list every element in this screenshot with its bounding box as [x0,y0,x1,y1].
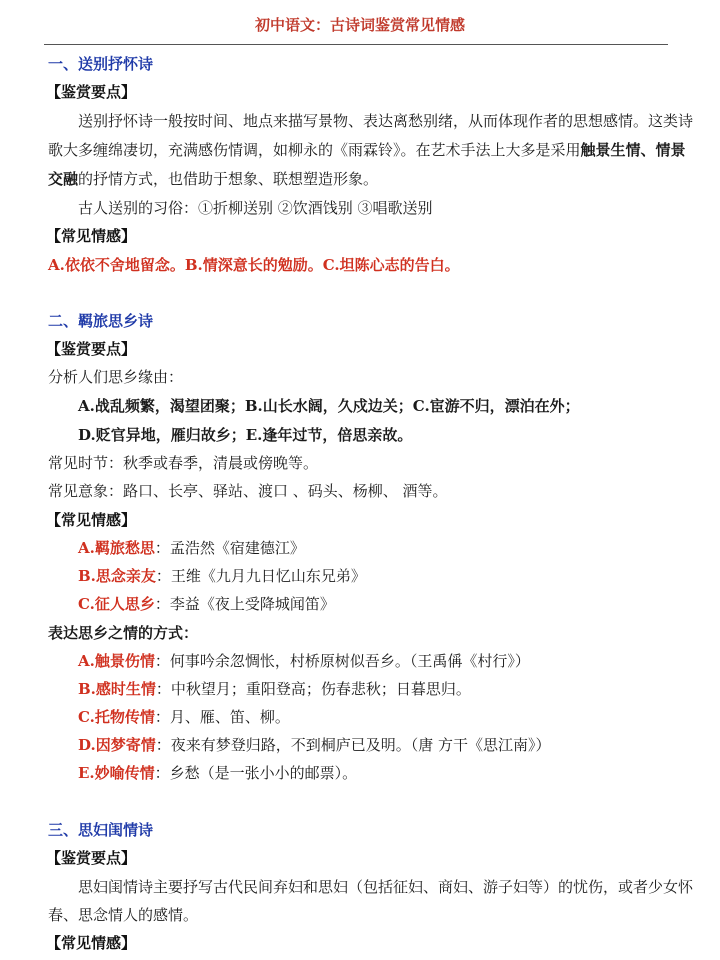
list-item [78,735,551,755]
separator: ： [154,539,170,557]
section-3-title: 三、思妇闺情诗 [48,821,154,839]
separator: ： [154,652,170,670]
list-item [78,594,335,614]
way-example: 月、雁、笛、柳。 [169,708,290,726]
list-item [78,651,530,671]
section-1-paragraph-text-2: 的抒情方式，也借助于想象、联想塑造形象。 [78,170,379,188]
section-3-paragraph-line-1: 思妇闺情诗主要抒写古代民间弃妇和思妇（包括征妇、商妇、游子妇等）的忧伤，或者少女怀 [78,878,694,896]
separator: ： [154,708,170,726]
separator: ： [154,764,170,782]
section-1-paragraph-line-2 [48,140,686,160]
section-1-paragraph-text: 歌大多缠绵凄切，充满感伤情调，如柳永的《雨霖铃》。在艺术手法上大多是采用 [48,141,581,159]
separator: ： [155,680,171,698]
emotion-label: C.征人思乡 [78,595,155,613]
emotion-label: A.羁旅愁思 [78,539,155,557]
section-3-tip-label: 【鉴赏要点】 [46,849,137,867]
section-2-reason-line-1: A.战乱频繁，渴望团聚；B.山长水阔，久戍边关；C.宦游不归，漂泊在外； [78,397,580,415]
section-1-paragraph-line-3 [48,169,378,189]
emotion-label: B.思念亲友 [78,567,156,585]
emotion-example: 李益《夜上受降城闻笛》 [169,595,335,613]
section-2-imagery: 常见意象：路口、长亭、驿站、渡口 、码头、杨柳、 酒等。 [48,482,448,500]
section-1-bold-phrase: 触景生情、情景 [580,141,686,159]
list-item [78,679,471,699]
section-1-tip-label: 【鉴赏要点】 [46,83,137,101]
separator: ： [154,595,170,613]
separator: ： [155,567,171,585]
way-label: C.托物传情 [78,708,155,726]
way-example: 乡愁（是一张小小的邮票）。 [169,764,358,782]
section-1-customs: 古人送别的习俗：①折柳送别 ②饮酒饯别 ③唱歌送别 [78,199,433,217]
way-example: 夜来有梦登归路，不到桐庐已及明。（唐 方干《思江南》） [170,736,551,754]
way-label: D.因梦寄情 [78,736,156,754]
separator: ： [155,736,171,754]
section-2-emotion-label: 【常见情感】 [46,511,137,529]
way-label: B.感时生情 [78,680,156,698]
section-1-title: 一、送别抒怀诗 [48,55,154,73]
list-item [78,566,366,586]
section-1-bold-phrase-2: 交融 [48,170,79,188]
section-3-emotion-label: 【常见情感】 [46,934,137,952]
emotion-example: 孟浩然《宿建德江》 [169,539,305,557]
way-label: E.妙喻传情 [78,764,155,782]
section-2-ways-label: 表达思乡之情的方式： [48,624,199,642]
way-example: 中秋望月；重阳登高；伤春悲秋；日暮思归。 [170,680,471,698]
section-1-paragraph-line-1: 送别抒怀诗一般按时间、地点来描写景物、表达离愁别绪，从而体现作者的思想感情。这类诗 [78,112,694,130]
section-2-tip-label: 【鉴赏要点】 [46,340,137,358]
section-3-paragraph-line-2: 春、思念情人的感情。 [48,906,199,924]
list-item [78,763,357,783]
way-label: A.触景伤情 [78,652,155,670]
list-item [78,707,290,727]
page-title: 初中语文：古诗词鉴赏常见情感 [254,16,465,34]
section-2-reason-line-2: D.贬官异地，雁归故乡；E.逢年过节，倍思亲故。 [78,426,413,444]
list-item [78,538,305,558]
section-2-title: 二、羁旅思乡诗 [48,312,154,330]
emotion-example: 王维《九月九日忆山东兄弟》 [170,567,366,585]
way-example: 何事吟余忽惆怅，村桥原树似吾乡。（王禹偁《村行》） [169,652,530,670]
section-2-season: 常见时节：秋季或春季，清晨或傍晚等。 [48,454,319,472]
header-divider [44,44,668,45]
section-1-emotions: A.依依不舍地留念。B.情深意长的勉励。C.坦陈心志的告白。 [48,256,460,274]
section-1-emotion-label: 【常见情感】 [46,227,137,245]
section-2-analysis: 分析人们思乡缘由： [48,368,184,386]
